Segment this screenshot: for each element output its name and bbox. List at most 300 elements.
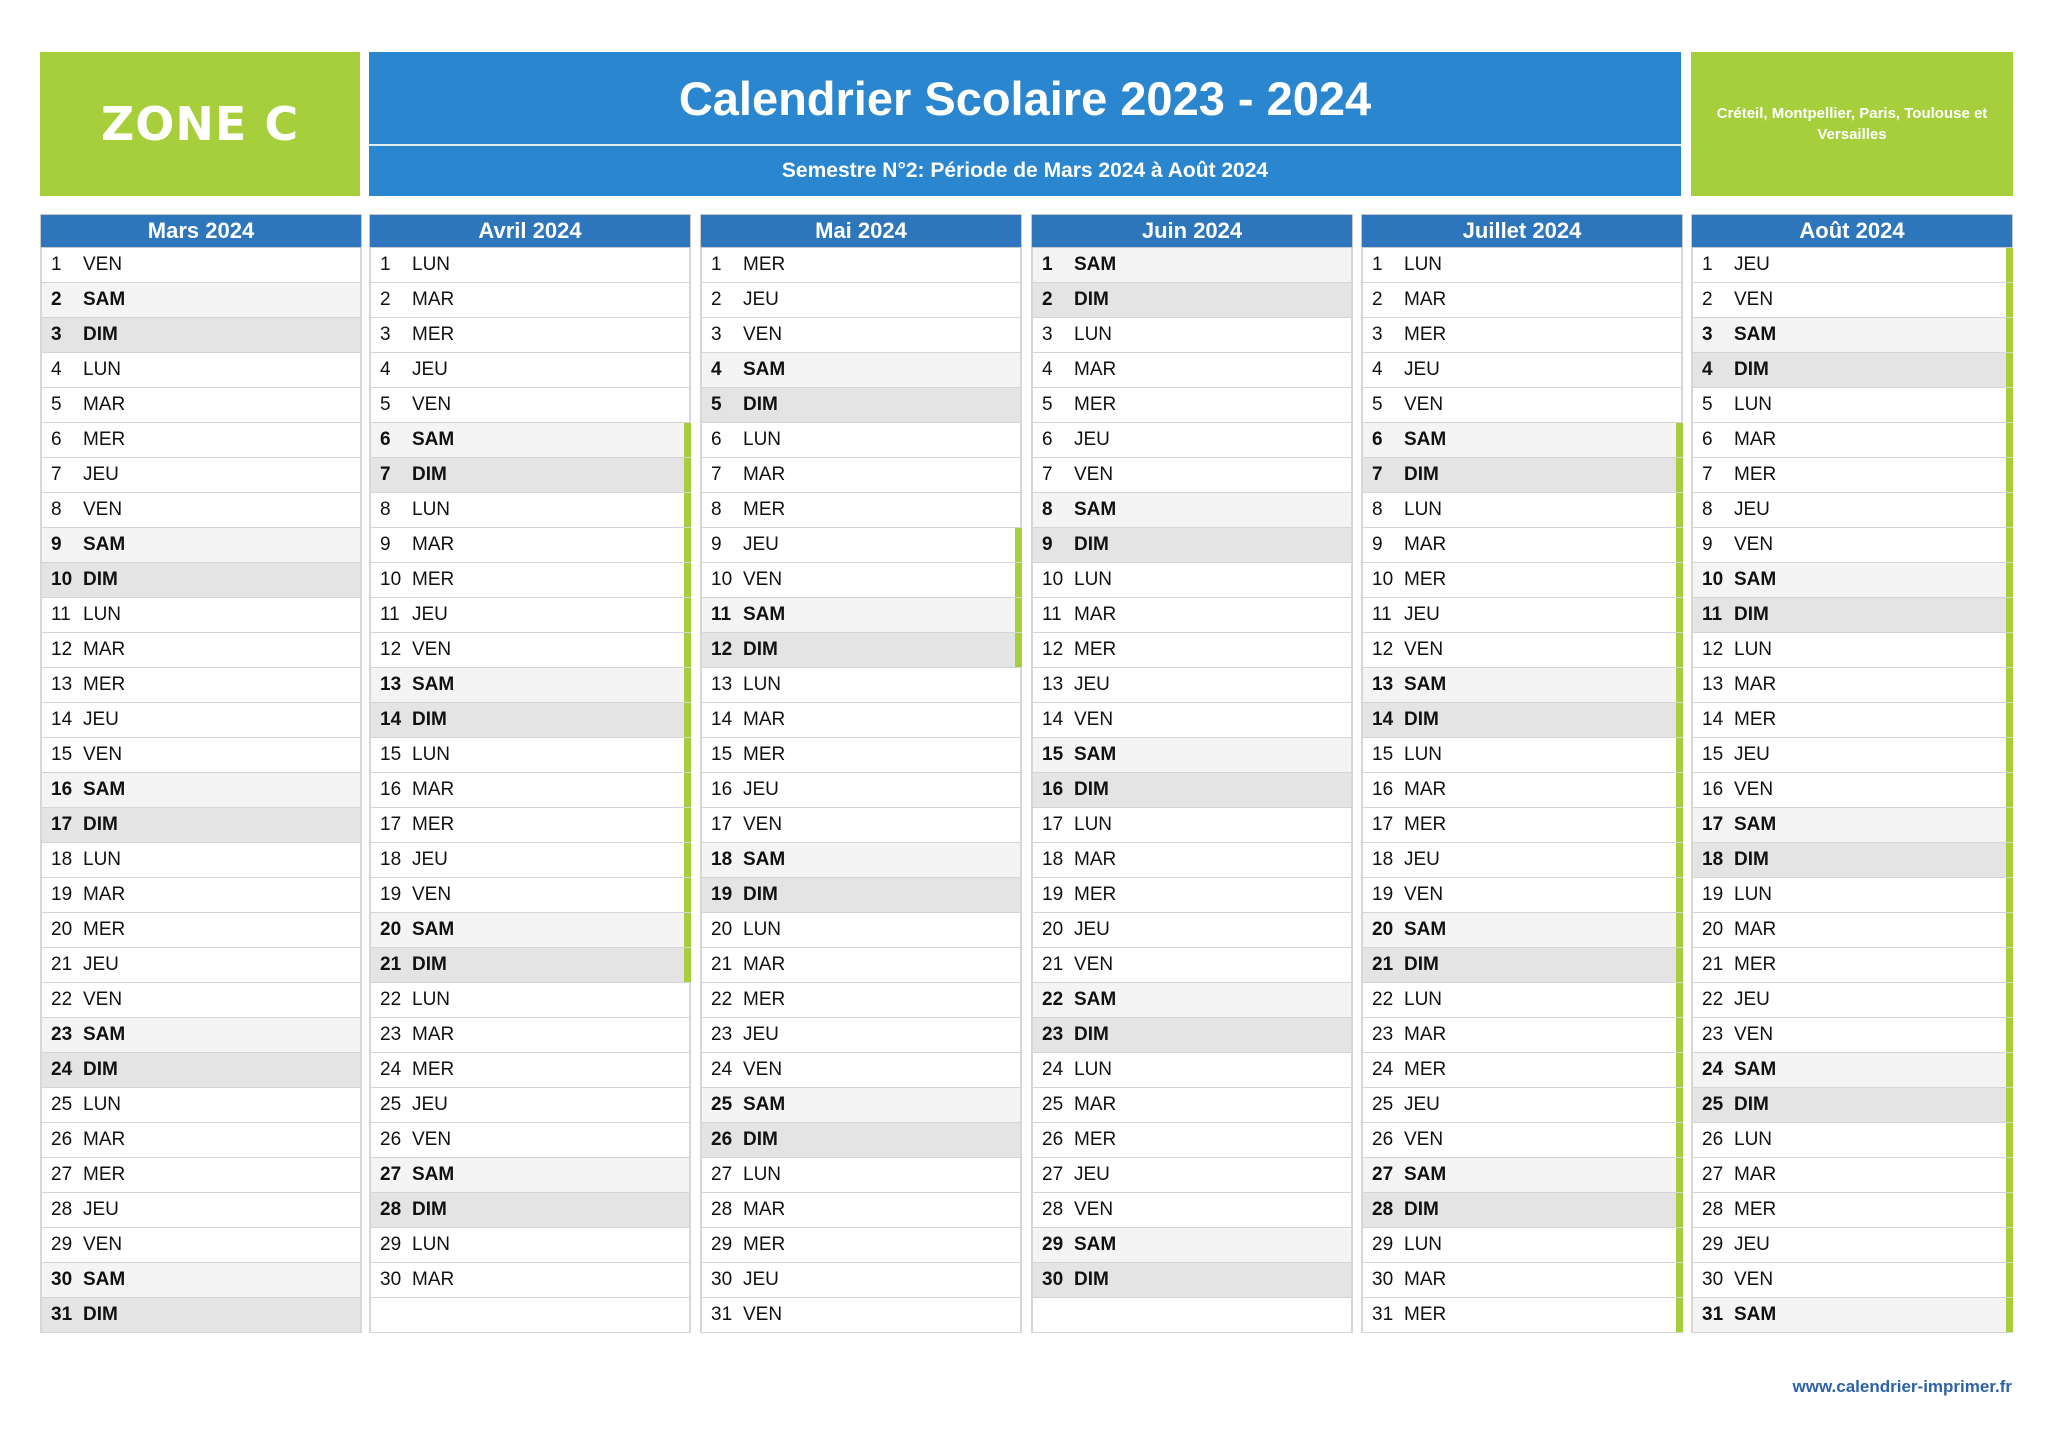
day-name: SAM [412,429,455,450]
day-row [371,1088,689,1123]
day-name: JEU [1074,674,1110,695]
day-number: 1 [1372,254,1383,275]
day-row [371,738,689,773]
day-row [42,913,360,948]
day-number: 25 [1042,1094,1064,1115]
day-name: VEN [1404,884,1444,905]
day-row [42,423,360,458]
day-name: VEN [412,639,452,660]
day-list [700,248,1022,1333]
day-row [1693,493,2011,528]
day-row [1363,1088,1681,1123]
day-row [371,598,689,633]
zone-label: ZONE C [40,52,360,196]
day-name: DIM [83,1304,118,1325]
day-name: MAR [1074,1094,1117,1115]
day-number: 9 [51,534,62,555]
day-number: 8 [711,499,722,520]
day-name: JEU [412,1094,448,1115]
day-row [702,1018,1020,1053]
day-row [702,353,1020,388]
day-name: VEN [743,814,783,835]
day-row [1363,878,1681,913]
day-row [1033,773,1351,808]
day-number: 6 [711,429,722,450]
day-number: 31 [1372,1304,1394,1325]
day-name: SAM [743,359,786,380]
day-row [1363,1018,1681,1053]
day-name: LUN [83,604,122,625]
day-name: MER [1734,954,1777,975]
day-number: 18 [380,849,402,870]
day-row [1363,528,1681,563]
day-name: LUN [412,499,451,520]
day-row [1693,283,2011,318]
day-number: 26 [1042,1129,1064,1150]
day-row [371,948,689,983]
day-row [1693,913,2011,948]
day-row [1033,983,1351,1018]
day-row [702,283,1020,318]
footer-url[interactable]: www.calendrier-imprimer.fr [1792,1377,2012,1396]
day-name: LUN [83,359,122,380]
day-name: MER [412,814,455,835]
day-row [1693,388,2011,423]
day-row [1693,353,2011,388]
day-number: 24 [1702,1059,1724,1080]
day-name: MAR [743,1199,786,1220]
day-row [42,318,360,353]
day-row [1693,563,2011,598]
day-name: JEU [83,954,119,975]
day-row [1363,423,1681,458]
day-number: 28 [51,1199,73,1220]
day-row [1693,948,2011,983]
day-row [702,528,1020,563]
day-number: 13 [711,674,733,695]
day-number: 20 [1702,919,1724,940]
day-name: DIM [743,639,778,660]
day-name: SAM [83,779,126,800]
day-row [1033,493,1351,528]
day-row [42,353,360,388]
day-name: DIM [743,394,778,415]
day-list [1691,248,2013,1333]
day-number: 22 [711,989,733,1010]
month-column [1691,214,2013,1333]
day-row [42,283,360,318]
day-name: DIM [743,884,778,905]
day-name: LUN [1734,1129,1773,1150]
day-name: LUN [743,919,782,940]
month-header: Juin 2024 [1031,214,1353,248]
day-row [42,1158,360,1193]
day-number: 12 [1042,639,1064,660]
day-number: 30 [1042,1269,1064,1290]
day-name: MER [83,674,126,695]
day-row [1033,1158,1351,1193]
day-name: MER [1074,394,1117,415]
day-name: SAM [412,674,455,695]
day-row [1693,1123,2011,1158]
month-column [1031,214,1353,1333]
day-row [1363,913,1681,948]
day-name: LUN [1404,989,1443,1010]
day-number: 28 [1702,1199,1724,1220]
day-row [1363,773,1681,808]
day-row [42,528,360,563]
day-name: VEN [1074,954,1114,975]
day-name: LUN [1074,324,1113,345]
day-row [702,948,1020,983]
day-number: 29 [711,1234,733,1255]
day-row [42,948,360,983]
day-name: MAR [412,289,455,310]
day-number: 3 [1042,324,1053,345]
day-number: 17 [1042,814,1064,835]
day-name: JEU [1734,989,1770,1010]
day-name: SAM [83,1024,126,1045]
day-number: 15 [1702,744,1724,765]
day-number: 23 [711,1024,733,1045]
day-number: 17 [1372,814,1394,835]
day-row [702,1228,1020,1263]
day-number: 6 [51,429,62,450]
day-number: 1 [51,254,62,275]
day-row [1033,388,1351,423]
day-row [42,633,360,668]
day-row [1693,598,2011,633]
day-row [702,913,1020,948]
day-row [1033,808,1351,843]
day-name: SAM [412,919,455,940]
day-row [702,1193,1020,1228]
day-row [1033,1053,1351,1088]
day-number: 9 [1372,534,1383,555]
day-number: 27 [380,1164,402,1185]
day-number: 15 [1372,744,1394,765]
day-row [1033,1263,1351,1298]
day-row [1363,633,1681,668]
day-row [42,1263,360,1298]
day-number: 16 [1042,779,1064,800]
day-number: 18 [1702,849,1724,870]
day-number: 6 [1702,429,1713,450]
day-number: 21 [1702,954,1724,975]
day-name: VEN [83,254,123,275]
day-name: MER [743,1234,786,1255]
day-number: 18 [1042,849,1064,870]
day-name: LUN [1404,254,1443,275]
day-row [1693,668,2011,703]
day-number: 10 [711,569,733,590]
day-name: LUN [1404,1234,1443,1255]
day-row [1363,948,1681,983]
day-name: MER [1404,1304,1447,1325]
day-number: 12 [1372,639,1394,660]
day-name: MER [1404,1059,1447,1080]
day-row [1693,1193,2011,1228]
day-number: 5 [380,394,391,415]
day-row [1363,598,1681,633]
day-number: 23 [380,1024,402,1045]
day-name: MAR [83,1129,126,1150]
day-number: 22 [51,989,73,1010]
day-row [1693,1053,2011,1088]
day-name: LUN [743,1164,782,1185]
day-list [1361,248,1683,1333]
day-name: DIM [1734,359,1769,380]
day-row [1693,773,2011,808]
day-name: VEN [1734,289,1774,310]
day-number: 29 [1042,1234,1064,1255]
day-name: DIM [1074,779,1109,800]
day-name: VEN [412,394,452,415]
day-number: 19 [1042,884,1064,905]
day-name: MAR [1074,604,1117,625]
day-name: LUN [1404,744,1443,765]
day-name: JEU [83,1199,119,1220]
day-row [1363,458,1681,493]
day-row [1693,1158,2011,1193]
day-name: MER [1734,1199,1777,1220]
day-row [702,1158,1020,1193]
day-name: LUN [743,429,782,450]
day-name: DIM [83,324,118,345]
day-name: MER [83,429,126,450]
day-number: 16 [711,779,733,800]
day-number: 4 [380,359,391,380]
month-header: Mai 2024 [700,214,1022,248]
day-name: MER [412,569,455,590]
day-name: MER [1404,569,1447,590]
day-row [371,1018,689,1053]
day-name: MER [1734,709,1777,730]
day-row [1363,738,1681,773]
day-name: MAR [1404,534,1447,555]
day-number: 28 [380,1199,402,1220]
day-number: 26 [711,1129,733,1150]
day-number: 12 [380,639,402,660]
day-row [702,1298,1020,1333]
day-row [42,703,360,738]
day-row [702,738,1020,773]
day-row [371,878,689,913]
day-name: VEN [412,1129,452,1150]
day-row [1363,283,1681,318]
day-number: 17 [380,814,402,835]
day-number: 29 [380,1234,402,1255]
day-name: JEU [1074,919,1110,940]
day-row [1033,423,1351,458]
day-number: 1 [1042,254,1053,275]
day-number: 18 [711,849,733,870]
day-list [369,248,691,1333]
day-number: 30 [1702,1269,1724,1290]
day-name: VEN [1074,1199,1114,1220]
day-name: MAR [743,464,786,485]
day-name: VEN [412,884,452,905]
day-list [1031,248,1353,1333]
day-number: 4 [711,359,722,380]
day-name: VEN [1734,1269,1774,1290]
day-number: 13 [380,674,402,695]
day-number: 7 [1702,464,1713,485]
day-number: 23 [51,1024,73,1045]
day-number: 20 [711,919,733,940]
day-name: MER [412,324,455,345]
day-name: MAR [1734,429,1777,450]
day-name: SAM [1734,814,1777,835]
day-number: 21 [380,954,402,975]
day-row [702,808,1020,843]
day-row [702,1123,1020,1158]
day-number: 10 [1372,569,1394,590]
day-number: 13 [51,674,73,695]
day-row [1033,598,1351,633]
day-name: DIM [83,1059,118,1080]
day-name: MER [83,919,126,940]
day-row [1363,983,1681,1018]
day-row [1363,703,1681,738]
day-row [371,983,689,1018]
day-number: 11 [711,604,732,625]
day-row [371,458,689,493]
day-number: 10 [380,569,402,590]
day-number: 9 [711,534,722,555]
day-name: JEU [412,604,448,625]
day-row [371,1193,689,1228]
day-number: 1 [380,254,391,275]
day-name: MAR [83,639,126,660]
day-name: LUN [412,254,451,275]
day-name: MAR [412,1269,455,1290]
day-name: MAR [1404,1269,1447,1290]
day-number: 2 [51,289,62,310]
day-name: LUN [412,744,451,765]
day-row [1693,423,2011,458]
day-number: 3 [1372,324,1383,345]
day-row [371,808,689,843]
day-number: 16 [380,779,402,800]
day-number: 10 [1042,569,1064,590]
day-name: LUN [412,989,451,1010]
day-row [1363,248,1681,283]
day-row [1693,1088,2011,1123]
day-row [1033,843,1351,878]
day-row [1693,318,2011,353]
day-name: VEN [743,324,783,345]
day-number: 24 [51,1059,73,1080]
day-number: 6 [1042,429,1053,450]
day-row [42,668,360,703]
day-number: 25 [711,1094,733,1115]
day-row [1033,318,1351,353]
day-row [1363,668,1681,703]
day-name: MAR [1404,289,1447,310]
day-name: VEN [1404,1129,1444,1150]
day-row [371,668,689,703]
day-number: 31 [1702,1304,1724,1325]
day-row [1693,1018,2011,1053]
page-title: Calendrier Scolaire 2023 - 2024 [678,71,1372,125]
day-number: 5 [1702,394,1713,415]
day-number: 14 [1372,709,1394,730]
day-name: JEU [1734,499,1770,520]
day-number: 25 [1702,1094,1724,1115]
day-number: 8 [51,499,62,520]
day-name: MER [412,1059,455,1080]
day-number: 6 [1372,429,1383,450]
day-name: MAR [1734,1164,1777,1185]
day-name: LUN [743,674,782,695]
day-row [1693,1228,2011,1263]
day-row [1693,458,2011,493]
day-name: DIM [743,1129,778,1150]
day-name: JEU [1734,1234,1770,1255]
day-name: JEU [743,534,779,555]
day-row [1033,248,1351,283]
day-number: 9 [1042,534,1053,555]
day-number: 4 [1372,359,1383,380]
day-row [1033,738,1351,773]
day-name: DIM [1074,1269,1109,1290]
day-number: 20 [51,919,73,940]
day-number: 27 [1042,1164,1064,1185]
day-number: 31 [51,1304,73,1325]
day-name: VEN [1404,394,1444,415]
day-number: 30 [1372,1269,1394,1290]
day-name: SAM [1074,499,1117,520]
day-number: 14 [1042,709,1064,730]
day-name: DIM [1734,1094,1769,1115]
day-number: 29 [1372,1234,1394,1255]
day-number: 30 [380,1269,402,1290]
day-name: JEU [743,1269,779,1290]
day-name: MER [1404,324,1447,345]
day-number: 25 [1372,1094,1394,1115]
day-row [1363,1298,1681,1333]
day-row [1363,808,1681,843]
day-row [1363,1193,1681,1228]
day-number: 10 [51,569,73,590]
day-number: 11 [1372,604,1392,625]
day-number: 16 [1372,779,1394,800]
day-row [42,1053,360,1088]
day-row [371,1228,689,1263]
day-name: SAM [83,289,126,310]
day-number: 15 [1042,744,1064,765]
day-name: DIM [1734,604,1769,625]
day-number: 21 [711,954,733,975]
day-number: 24 [711,1059,733,1080]
day-number: 21 [1372,954,1394,975]
day-number: 7 [1042,464,1053,485]
day-name: DIM [83,569,118,590]
day-name: SAM [743,1094,786,1115]
day-number: 2 [1042,289,1053,310]
day-name: SAM [1074,744,1117,765]
day-name: VEN [1074,464,1114,485]
day-name: DIM [1404,954,1439,975]
day-row [702,563,1020,598]
day-number: 4 [51,359,62,380]
day-number: 8 [1372,499,1383,520]
day-name: DIM [1074,1024,1109,1045]
day-name: JEU [83,709,119,730]
day-row [1693,878,2011,913]
day-row [702,423,1020,458]
